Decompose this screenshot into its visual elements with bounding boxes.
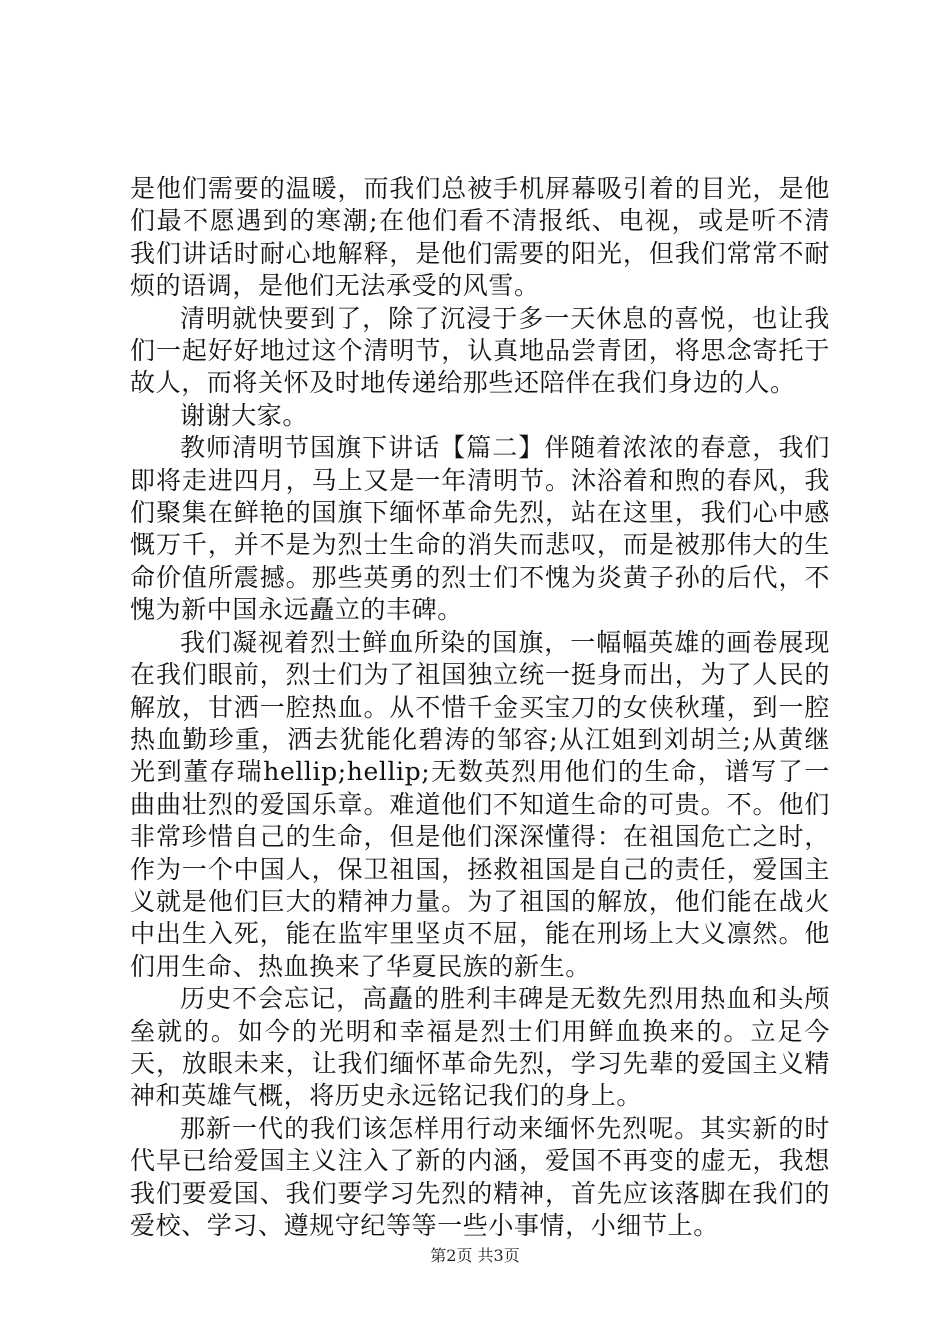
paragraph-7: 那新一代的我们该怎样用行动来缅怀先烈呢。其实新的时代早已给爱国主义注入了新的内涵，爱国不再变的虚无，我想我们要爱国、我们要学习先烈的精神，首先应该落脚在我们的爱校、学习、遵规守纪等等一些小事情，小细节上。 (130, 1113, 830, 1240)
paragraph-6: 历史不会忘记，高矗的胜利丰碑是无数先烈用热血和头颅垒就的。如今的光明和幸福是烈士们用鲜血换来的。立足今天，放眼未来，让我们缅怀革命先烈，学习先辈的爱国主义精神和英雄气概，将历史永远铭记我们的身上。 (130, 984, 830, 1111)
paragraph-1: 是他们需要的温暖，而我们总被手机屏幕吸引着的目光，是他们最不愿遇到的寒潮;在他们看不清报纸、电视，或是听不清我们讲话时耐心地解释，是他们需要的阳光，但我们常常不耐烦的语调，是他们无法承受的风雪。 (130, 174, 830, 301)
page-indicator: 第2页 共3页 (430, 1246, 520, 1265)
page-footer (0, 1243, 950, 1266)
paragraph-4: 教师清明节国旗下讲话【篇二】伴随着浓浓的春意，我们即将走进四月，马上又是一年清明节。沐浴着和煦的春风，我们聚集在鲜艳的国旗下缅怀革命先烈，站在这里，我们心中感慨万千，并不是为烈士生命的消失而悲叹，而是被那伟大的生命价值所震撼。那些英勇的烈士们不愧为炎黄子孙的后代，不愧为新中国永远矗立的丰碑。 (130, 433, 830, 625)
paragraph-2: 清明就快要到了，除了沉浸于多一天休息的喜悦，也让我们一起好好地过这个清明节，认真地品尝青团，将思念寄托于故人，而将关怀及时地传递给那些还陪伴在我们身边的人。 (130, 303, 830, 398)
document-body (130, 173, 830, 1242)
paragraph-5: 我们凝视着烈士鲜血所染的国旗，一幅幅英雄的画卷展现在我们眼前，烈士们为了祖国独立统一挺身而出，为了人民的解放，甘洒一腔热血。从不惜千金买宝刀的女侠秋瑾，到一腔热血勤珍重，洒去犹能化碧涛的邹容;从江姐到刘胡兰;从黄继光到董存瑞hellip;hellip;无数英烈用他们的生命，谱写了一曲曲壮烈的爱国乐章。难道他们不知道生命的可贵。不。他们非常珍惜自己的生命，但是他们深深懂得：在祖国危亡之时，作为一个中国人，保卫祖国，拯救祖国是自己的责任，爱国主义就是他们巨大的精神力量。为了祖国的解放，他们能在战火中出生入死，能在监牢里坚贞不屈，能在刑场上大义凛然。他们用生命、热血换来了华夏民族的新生。 (130, 627, 830, 981)
paragraph-3: 谢谢大家。 (180, 400, 309, 430)
